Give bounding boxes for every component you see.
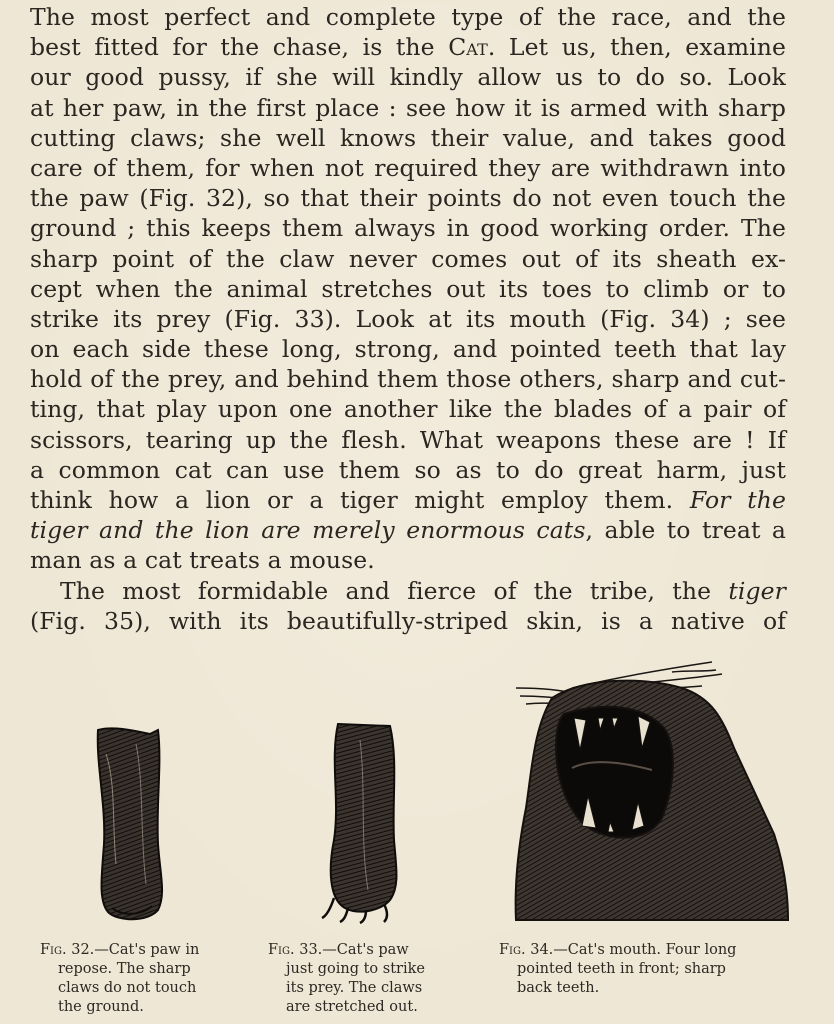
text-line-14: ting, that play upon one another like the blades of a pair of: [30, 395, 786, 424]
paw-repose-icon: [92, 724, 170, 924]
text-line-2: best fitted for the chase, is the Cat. Let us, then, examine: [30, 33, 787, 62]
italic-phrase-start: For the: [689, 486, 787, 514]
text-line-10: cept when the animal stretches out its toes to climb or to: [30, 274, 786, 303]
italic-tiger: tiger: [728, 576, 786, 605]
fig-33-paw-striking-illustration: [320, 720, 406, 924]
text-line-8: ground ; this keeps them always in good working order. The: [30, 214, 786, 243]
text-line-17: think how a lion or a tiger might employ them. For the: [30, 486, 787, 514]
text-line-16: a common cat can use them so as to do great harm, just: [30, 455, 786, 484]
fig-33-caption: Fig. 33.—Cat's paw just going to strike its prey. The claws are stretched out.: [268, 942, 425, 1015]
text-line-6: care of them, for when not required they are withdrawn into: [30, 153, 786, 182]
text-line-1: The most perfect and complete type of the race, and the: [30, 3, 786, 31]
cat-mouth-icon: [512, 658, 792, 926]
text-line-3: our good pussy, if she will kindly allow us to do so. Look: [30, 63, 786, 92]
fig-32-label: Fig. 32.: [40, 942, 95, 958]
fig-34-label: Fig. 34.: [499, 942, 554, 958]
body-text: [30, 2, 786, 636]
text-line-5: cutting claws; she well knows their value, and takes good: [30, 123, 786, 152]
fig-32-paw-repose-illustration: [92, 724, 170, 924]
paw-striking-icon: [320, 720, 406, 924]
text-line-21: (Fig. 35), with its beautifully-striped skin, is a native of: [30, 606, 786, 635]
text-line-4: at her paw, in the first place : see how it is armed with sharp: [30, 93, 786, 122]
fig-34-cat-mouth-illustration: [512, 658, 792, 926]
fig-32-caption: Fig. 32.—Cat's paw in repose. The sharp claws do not touch the ground.: [40, 942, 200, 1015]
text-line-9: sharp point of the claw never comes out of its sheath ex-: [30, 244, 786, 273]
text-line-18: tiger and the lion are merely enormous cats, able to treat a: [30, 516, 786, 545]
text-line-20: The most formidable and fierce of the tribe, the tiger: [60, 576, 786, 605]
italic-phrase-end: tiger and the lion are merely enormous cats: [30, 516, 586, 545]
text-line-13: hold of the prey, and behind them those others, sharp and cut-: [30, 365, 786, 394]
text-line-7: the paw (Fig. 32), so that their points do not even touch the: [30, 184, 786, 213]
text-line-11: strike its prey (Fig. 33). Look at its mouth (Fig. 34) ; see: [30, 304, 786, 333]
fig-34-caption: Fig. 34.—Cat's mouth. Four long pointed teeth in front; sharp back teeth.: [499, 942, 737, 996]
fig-33-label: Fig. 33.: [268, 942, 323, 958]
text-line-15: scissors, tearing up the flesh. What weapons these are ! If: [30, 425, 786, 454]
text-line-19: man as a cat treats a mouse.: [30, 546, 375, 575]
text-line-12: on each side these long, strong, and pointed teeth that lay: [30, 335, 786, 364]
cat-small-caps: Cat: [448, 33, 488, 62]
